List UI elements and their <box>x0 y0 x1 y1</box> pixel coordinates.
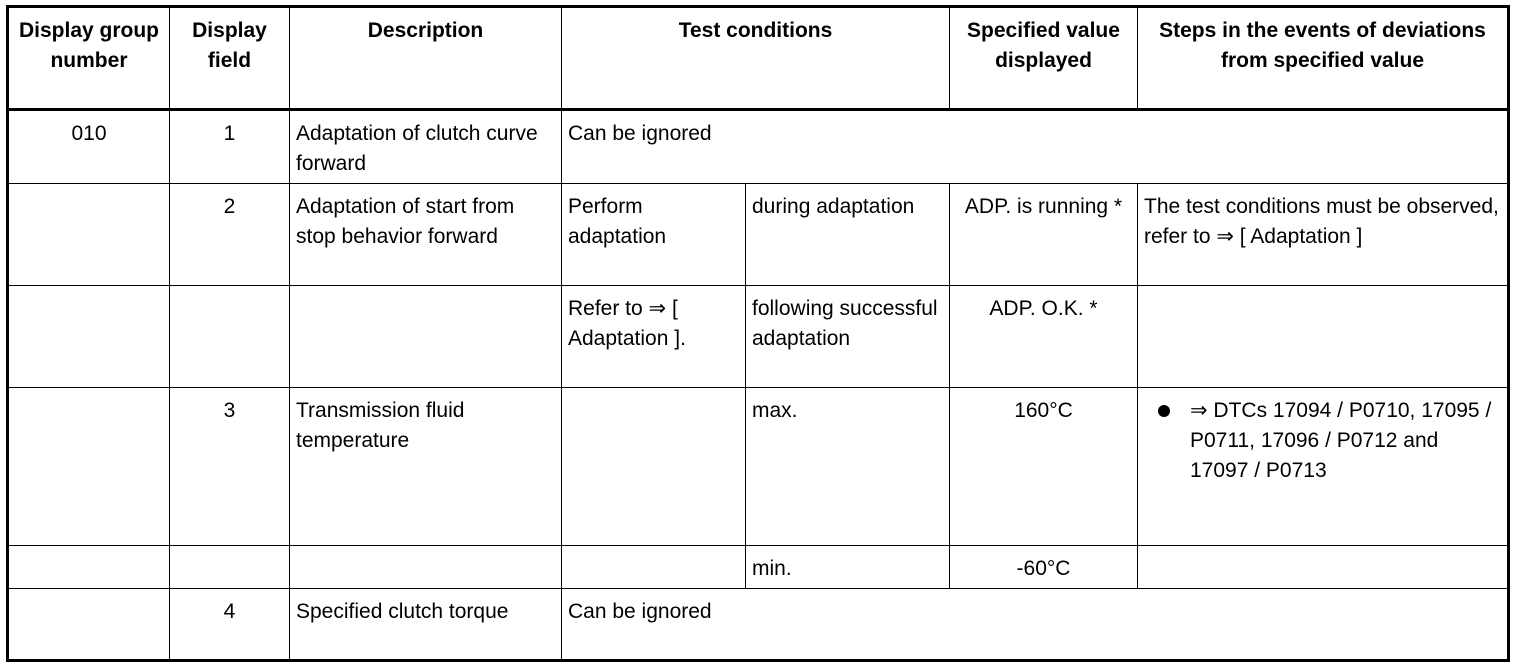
cell-test-conditions: Can be ignored <box>562 110 1509 184</box>
table-row <box>8 388 1509 546</box>
cell-steps <box>1138 546 1509 589</box>
header-display-group: Display group number <box>8 7 170 110</box>
cell-group <box>8 184 170 286</box>
cell-description: Adaptation of clutch curve forward <box>290 110 562 184</box>
bullet-icon <box>1158 405 1170 417</box>
measuring-value-table <box>6 5 1510 662</box>
cell-group <box>8 388 170 546</box>
cell-group <box>8 546 170 589</box>
cell-group <box>8 286 170 388</box>
header-description: Description <box>290 7 562 110</box>
cell-specified-value: ADP. O.K. * <box>950 286 1138 388</box>
bullet-item <box>1144 396 1501 486</box>
cell-steps: The test conditions must be observed, refer to ⇒ [ Adaptation ] <box>1138 184 1509 286</box>
cell-steps <box>1138 286 1509 388</box>
cell-field: 2 <box>170 184 290 286</box>
cell-condition-b: during adaptation <box>746 184 950 286</box>
cell-description: Adaptation of start from stop behavior forward <box>290 184 562 286</box>
cell-field: 3 <box>170 388 290 546</box>
cell-condition-a: Refer to ⇒ [ Adaptation ]. <box>562 286 746 388</box>
header-test-conditions: Test conditions <box>562 7 950 110</box>
cell-field <box>170 286 290 388</box>
cell-steps <box>1138 388 1509 546</box>
table-row <box>8 184 1509 286</box>
cell-field: 1 <box>170 110 290 184</box>
cell-field: 4 <box>170 589 290 661</box>
cell-description: Transmission fluid temperature <box>290 388 562 546</box>
table-row <box>8 589 1509 661</box>
cell-condition-b: min. <box>746 546 950 589</box>
header-display-field: Display field <box>170 7 290 110</box>
header-steps: Steps in the events of deviations from specified value <box>1138 7 1509 110</box>
cell-condition-a <box>562 546 746 589</box>
header-specified-value: Specified value displayed <box>950 7 1138 110</box>
cell-specified-value: ADP. is running * <box>950 184 1138 286</box>
cell-condition-b: max. <box>746 388 950 546</box>
steps-text: ⇒ DTCs 17094 / P0710, 17095 / P0711, 17096 / P0712 and 17097 / P0713 <box>1190 399 1492 482</box>
header-row <box>8 7 1509 110</box>
table-row <box>8 286 1509 388</box>
cell-condition-b: following successful adaptation <box>746 286 950 388</box>
cell-group: 010 <box>8 110 170 184</box>
cell-field <box>170 546 290 589</box>
cell-condition-a <box>562 388 746 546</box>
table-row <box>8 546 1509 589</box>
cell-specified-value: 160°C <box>950 388 1138 546</box>
cell-group <box>8 589 170 661</box>
cell-condition-a: Perform adaptation <box>562 184 746 286</box>
cell-description <box>290 546 562 589</box>
cell-description: Specified clutch torque <box>290 589 562 661</box>
cell-specified-value: -60°C <box>950 546 1138 589</box>
table-row <box>8 110 1509 184</box>
cell-test-conditions: Can be ignored <box>562 589 1509 661</box>
cell-description <box>290 286 562 388</box>
